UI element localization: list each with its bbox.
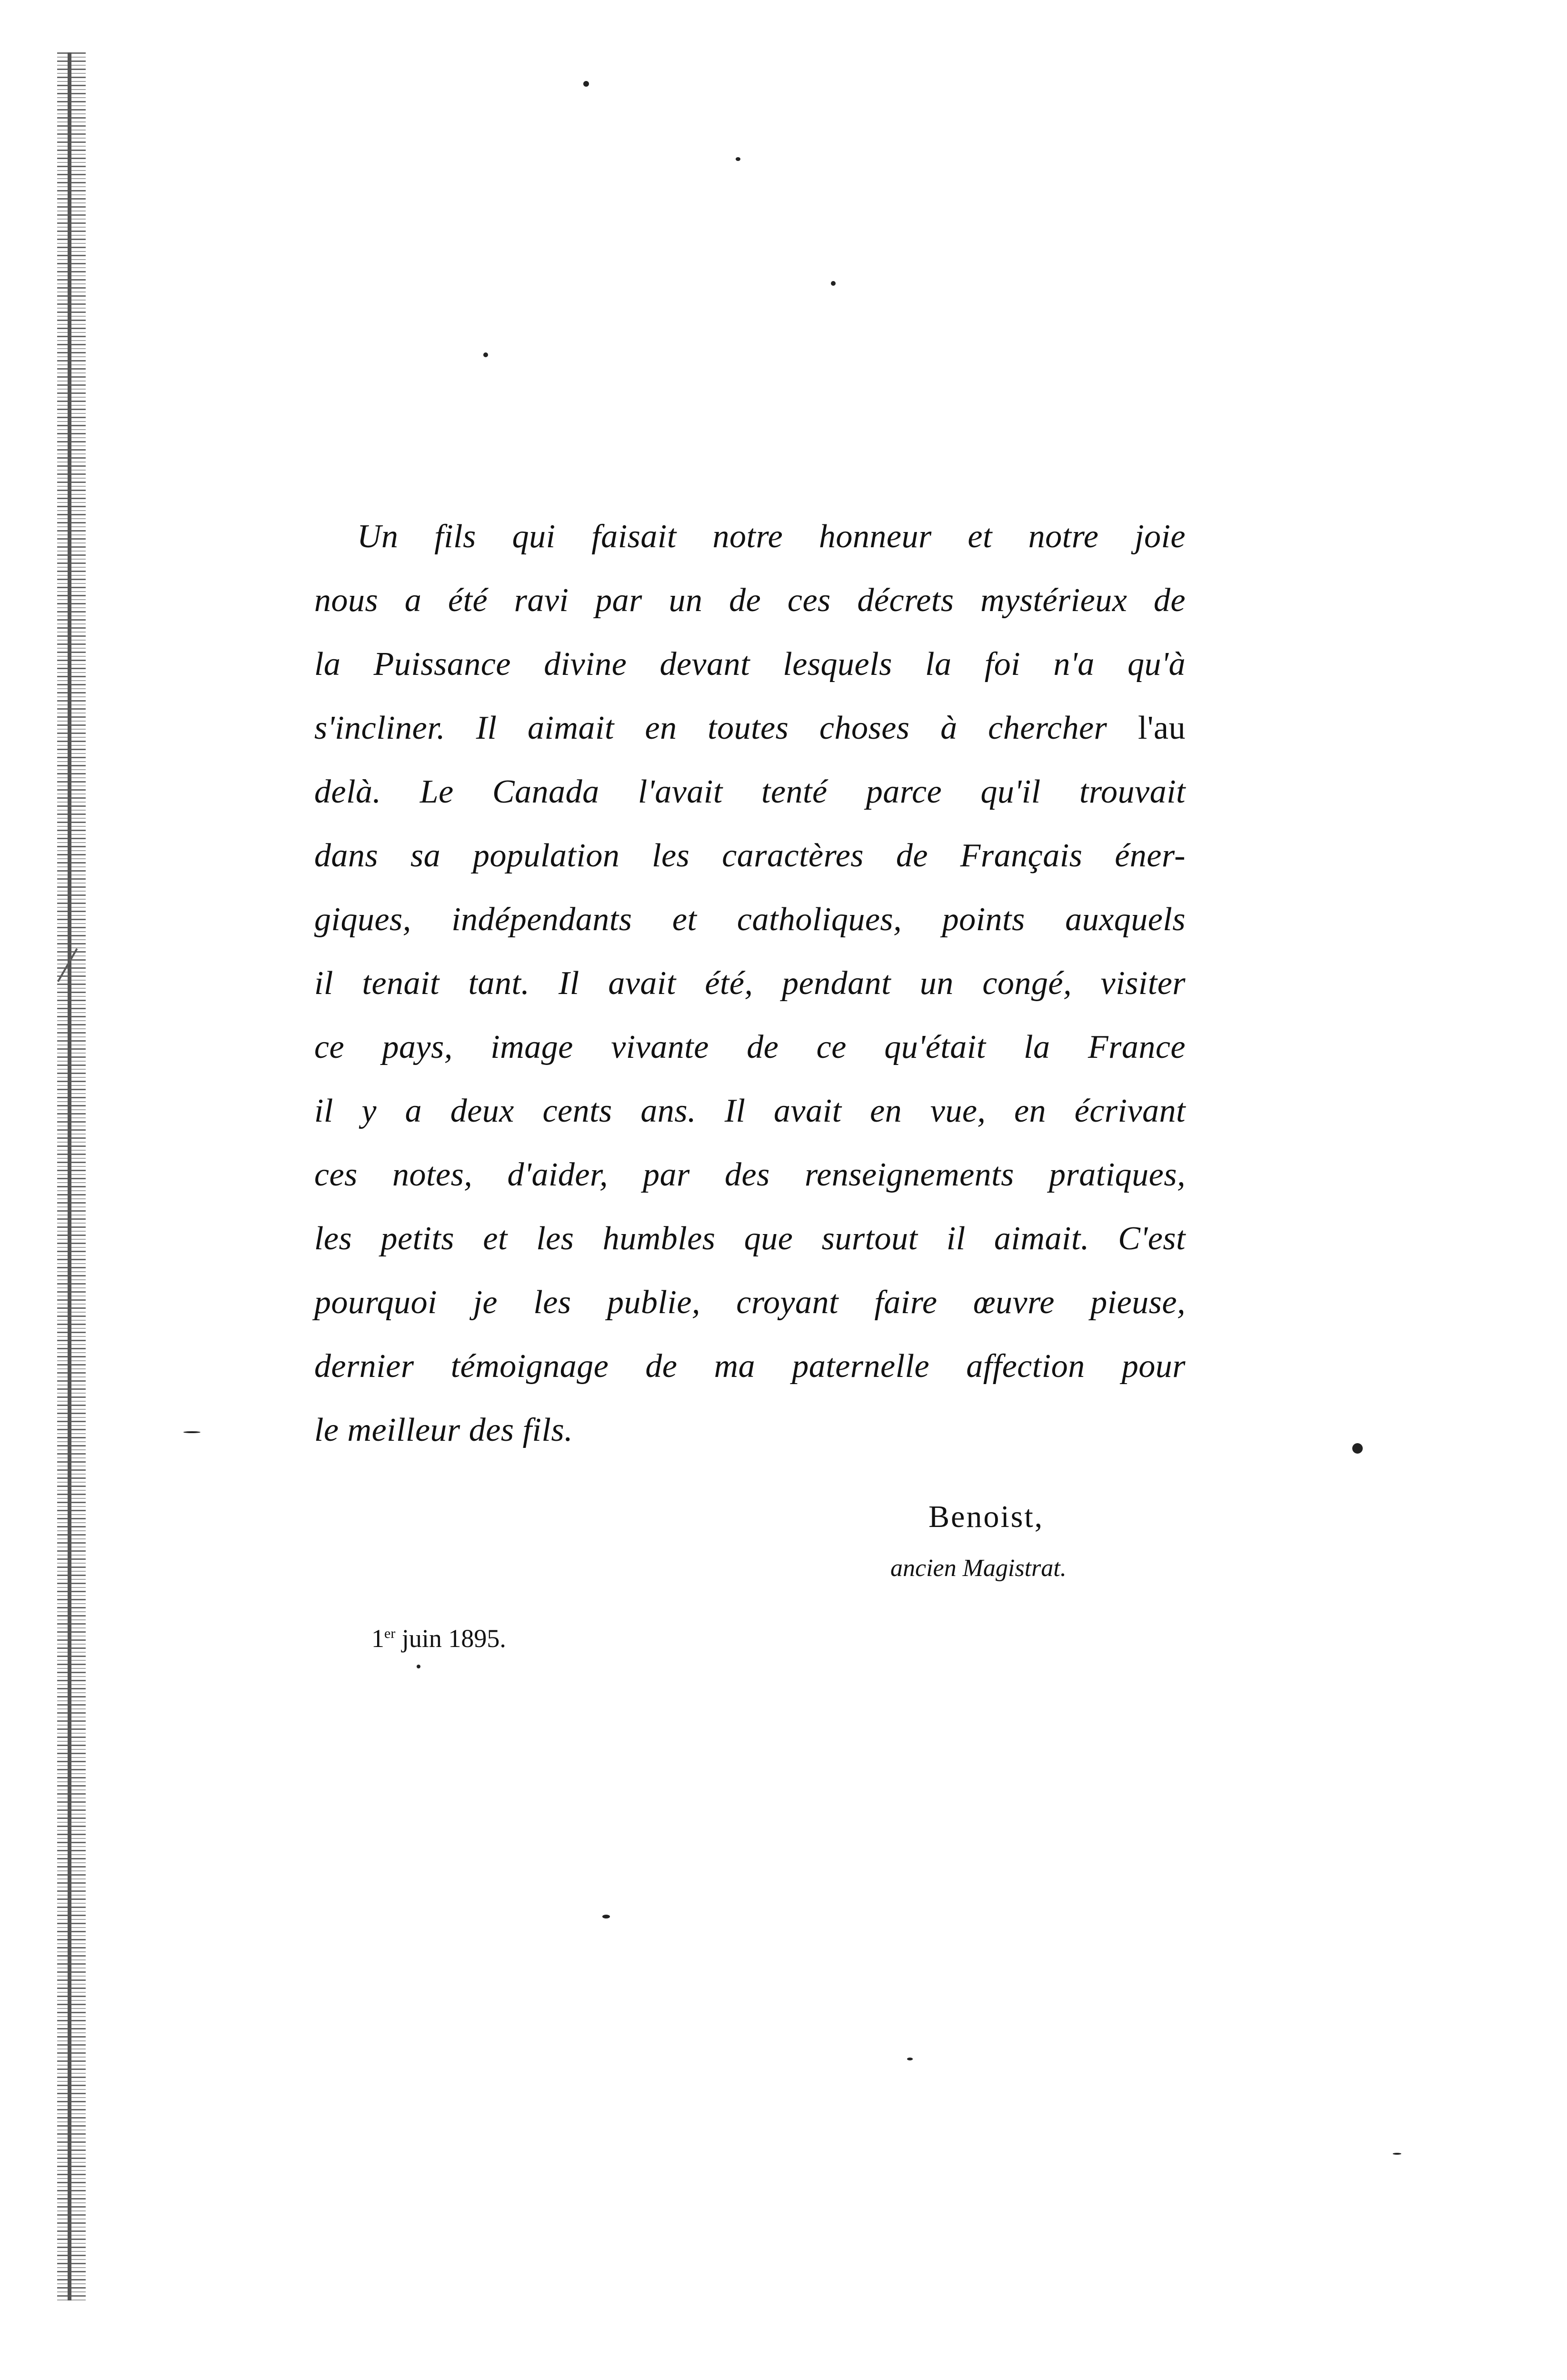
signature-title: ancien Magistrat. bbox=[890, 1555, 1067, 1582]
scan-speck bbox=[183, 1431, 200, 1433]
paragraph-line-7: giques, indépendants et catholiques, points auxquels bbox=[314, 901, 1186, 938]
date-day-suffix: er bbox=[384, 1626, 396, 1641]
paragraph-line-14: dernier témoignage de ma paternelle affection pour bbox=[314, 1348, 1186, 1385]
binding-edge-scan-artifact bbox=[57, 52, 86, 2300]
paragraph-line-12: les petits et les humbles que surtout il aimait. C'est bbox=[314, 1220, 1186, 1257]
paragraph-line-8: il tenait tant. Il avait été, pendant un congé, visiter bbox=[314, 965, 1186, 1002]
scan-speck bbox=[1352, 1443, 1363, 1454]
paragraph-line-9: ce pays, image vivante de ce qu'était la France bbox=[314, 1029, 1186, 1065]
paragraph-line-4-italic: s'incliner. Il aimait en toutes choses à chercher bbox=[314, 710, 1108, 746]
paragraph-line-3: la Puissance divine devant lesquels la foi n'a qu'à bbox=[314, 646, 1186, 683]
paragraph-line-6: dans sa population les caractères de Français éner- bbox=[314, 837, 1186, 874]
paragraph-line-1: Un fils qui faisait notre honneur et notre joie bbox=[357, 518, 1186, 555]
scan-speck bbox=[831, 281, 836, 286]
scan-speck bbox=[417, 1665, 420, 1668]
date-line bbox=[371, 1615, 506, 1657]
dedication-paragraph bbox=[314, 505, 1186, 1462]
scan-speck bbox=[736, 157, 740, 161]
paragraph-line-15: le meilleur des fils. bbox=[314, 1412, 573, 1448]
paragraph-line-11: ces notes, d'aider, par des renseignements pratiques, bbox=[314, 1156, 1186, 1193]
paragraph-line-4-roman: l'au bbox=[1138, 710, 1186, 746]
paragraph-line-13: pourquoi je les publie, croyant faire œuvre pieuse, bbox=[314, 1284, 1186, 1321]
scan-speck bbox=[602, 1915, 610, 1918]
scan-speck bbox=[907, 2058, 913, 2060]
signature-block bbox=[890, 1496, 1186, 1590]
paragraph-line-10: il y a deux cents ans. Il avait en vue, en écrivant bbox=[314, 1093, 1186, 1129]
paragraph-line-2: nous a été ravi par un de ces décrets mystérieux de bbox=[314, 582, 1186, 619]
scan-speck bbox=[483, 352, 488, 357]
date-day: 1 bbox=[371, 1624, 384, 1653]
signature-name: Benoist, bbox=[928, 1499, 1044, 1534]
paragraph-line-4 bbox=[314, 696, 1186, 760]
scan-speck bbox=[583, 81, 589, 87]
date-rest: juin 1895. bbox=[401, 1624, 506, 1653]
scan-speck bbox=[1393, 2153, 1401, 2155]
paragraph-line-5: delà. Le Canada l'avait tenté parce qu'il trouvait bbox=[314, 773, 1186, 810]
